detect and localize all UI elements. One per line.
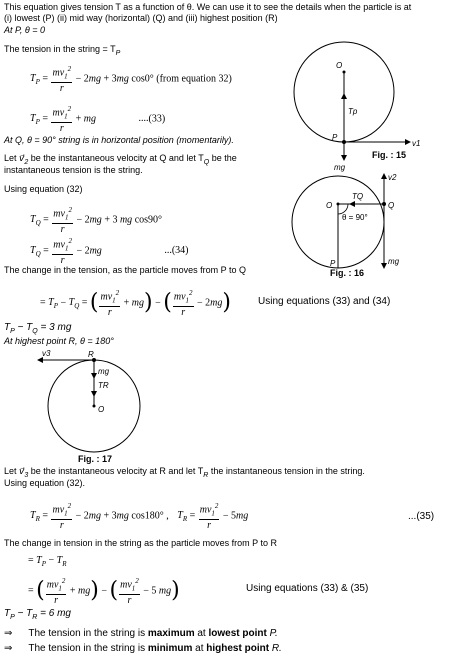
fig17-label-tr: TR bbox=[98, 381, 109, 390]
fig17-label-o: O bbox=[98, 405, 105, 414]
fig16-label-mg: mg bbox=[388, 257, 400, 266]
fig16-particle bbox=[382, 202, 386, 206]
result-pq: $T_P - T_Q = 3$ mg bbox=[4, 322, 72, 335]
fig15-label-p: P bbox=[332, 133, 338, 142]
figure-15-diagram bbox=[290, 30, 430, 172]
fig16-label-v2: v2 bbox=[388, 173, 397, 182]
fig15-label-tp: Tp bbox=[348, 107, 358, 116]
fig17-caption: Fig. : 17 bbox=[78, 454, 113, 464]
fig15-label-o: O bbox=[336, 61, 343, 70]
equation-tp-1: $T_P$ = $\frac{mv_1^2}{r}$ − 2mg + 3mg cos0° (from equation 32) bbox=[30, 65, 232, 95]
conclusion-min: ⇒ The tension in the string is minimum at highest point R. bbox=[4, 643, 282, 654]
velocity-line-r: Let $v⃗_3$ be the instantaneous velocity at R and let $T_R$ the instantaneous tension in the string. bbox=[4, 466, 365, 479]
tension-line-p: The tension in the string = $T_P$ bbox=[4, 44, 121, 57]
equation-tq-1: $T_Q$ = $\frac{mv_1^2}{r}$ − 2mg + 3 mg cos90° bbox=[30, 206, 163, 236]
at-q-heading: At Q, θ = 90° string is in horizontal position (momentarily). bbox=[4, 135, 234, 145]
change-line-pq: The change in the tension, as the particle moves from P to Q bbox=[4, 265, 246, 275]
fig15-label-mg: mg bbox=[334, 163, 346, 172]
fig16-label-theta: θ = 90° bbox=[342, 213, 368, 222]
using-eqs-33-35: Using equations (33) & (35) bbox=[246, 583, 369, 594]
conclusion-max: ⇒ The tension in the string is maximum at lowest point P. bbox=[4, 628, 278, 639]
equation-tp-minus-tr-1: = $T_P - T_R$ bbox=[28, 555, 67, 568]
result-pr: $T_P - T_R = 6$ mg bbox=[4, 608, 71, 621]
fig16-label-q: Q bbox=[388, 201, 395, 210]
fig16-label-o: O bbox=[326, 201, 333, 210]
change-line-pr: The change in tension in the string as the particle moves from P to R bbox=[4, 538, 277, 548]
at-p-heading: At P, θ = 0 bbox=[4, 25, 45, 35]
eq-35-num: ...(35) bbox=[408, 511, 435, 522]
intro-line-1: This equation gives tension T as a function of θ. We can use it to see the details when the particle is at bbox=[4, 2, 412, 12]
fig17-label-v3: v3 bbox=[42, 349, 51, 358]
fig15-label-v1: v1 bbox=[412, 139, 421, 148]
fig15-particle bbox=[342, 140, 346, 144]
figure-17-diagram bbox=[28, 348, 178, 458]
fig15-center-dot bbox=[343, 71, 346, 74]
equation-tr: $T_R$ = $\frac{mv_1^2}{r}$ − 2mg + 3mg cos180° , $T_R$ = $\frac{mv_1^2}{r}$ − 5mg bbox=[30, 502, 249, 532]
equation-tp-minus-tr-2: = ( $\frac{mv_1^2}{r}$ + mg) − ( $\frac{mv_1^2}{r}$ − 5 mg) bbox=[28, 577, 180, 607]
figure-16-diagram bbox=[290, 168, 430, 278]
fig16-caption: Fig. : 16 bbox=[330, 268, 365, 278]
using-eq-32: Using equation (32) bbox=[4, 184, 83, 194]
using-eq-32-r: Using equation (32). bbox=[4, 478, 86, 488]
using-eqs-33-34: Using equations (33) and (34) bbox=[258, 296, 391, 307]
velocity-line-q-2: instantaneous tension is the string. bbox=[4, 165, 143, 175]
equation-tq-2: $T_Q$ = $\frac{mv_1^2}{r}$ − 2mg ...(34) bbox=[30, 237, 189, 267]
fig16-label-tq: TQ bbox=[352, 192, 364, 201]
fig17-label-mg: mg bbox=[98, 367, 110, 376]
at-r-heading: At highest point R, θ = 180° bbox=[4, 336, 114, 346]
fig15-caption: Fig. : 15 bbox=[372, 150, 407, 160]
fig17-center-dot bbox=[93, 405, 96, 408]
equation-tp-2: $T_P$ = $\frac{mv_1^2}{r}$ + mg ....(33) bbox=[30, 105, 166, 135]
velocity-line-q: Let $v⃗_2$ be the instantaneous velocity at Q and let $T_Q$ be the bbox=[4, 153, 237, 166]
fig17-label-r: R bbox=[88, 350, 94, 359]
intro-line-2: (i) lowest (P) (ii) mid way (horizontal) (Q) and (iii) highest position (R) bbox=[4, 13, 278, 23]
fig16-label-p: P bbox=[330, 259, 336, 268]
equation-tp-minus-tq: = $T_P - T_Q$ = ( $\frac{mv_1^2}{r}$ + mg) − ( $\frac{mv_1^2}{r}$ − 2mg) bbox=[40, 289, 231, 319]
fig16-center-dot bbox=[337, 203, 340, 206]
